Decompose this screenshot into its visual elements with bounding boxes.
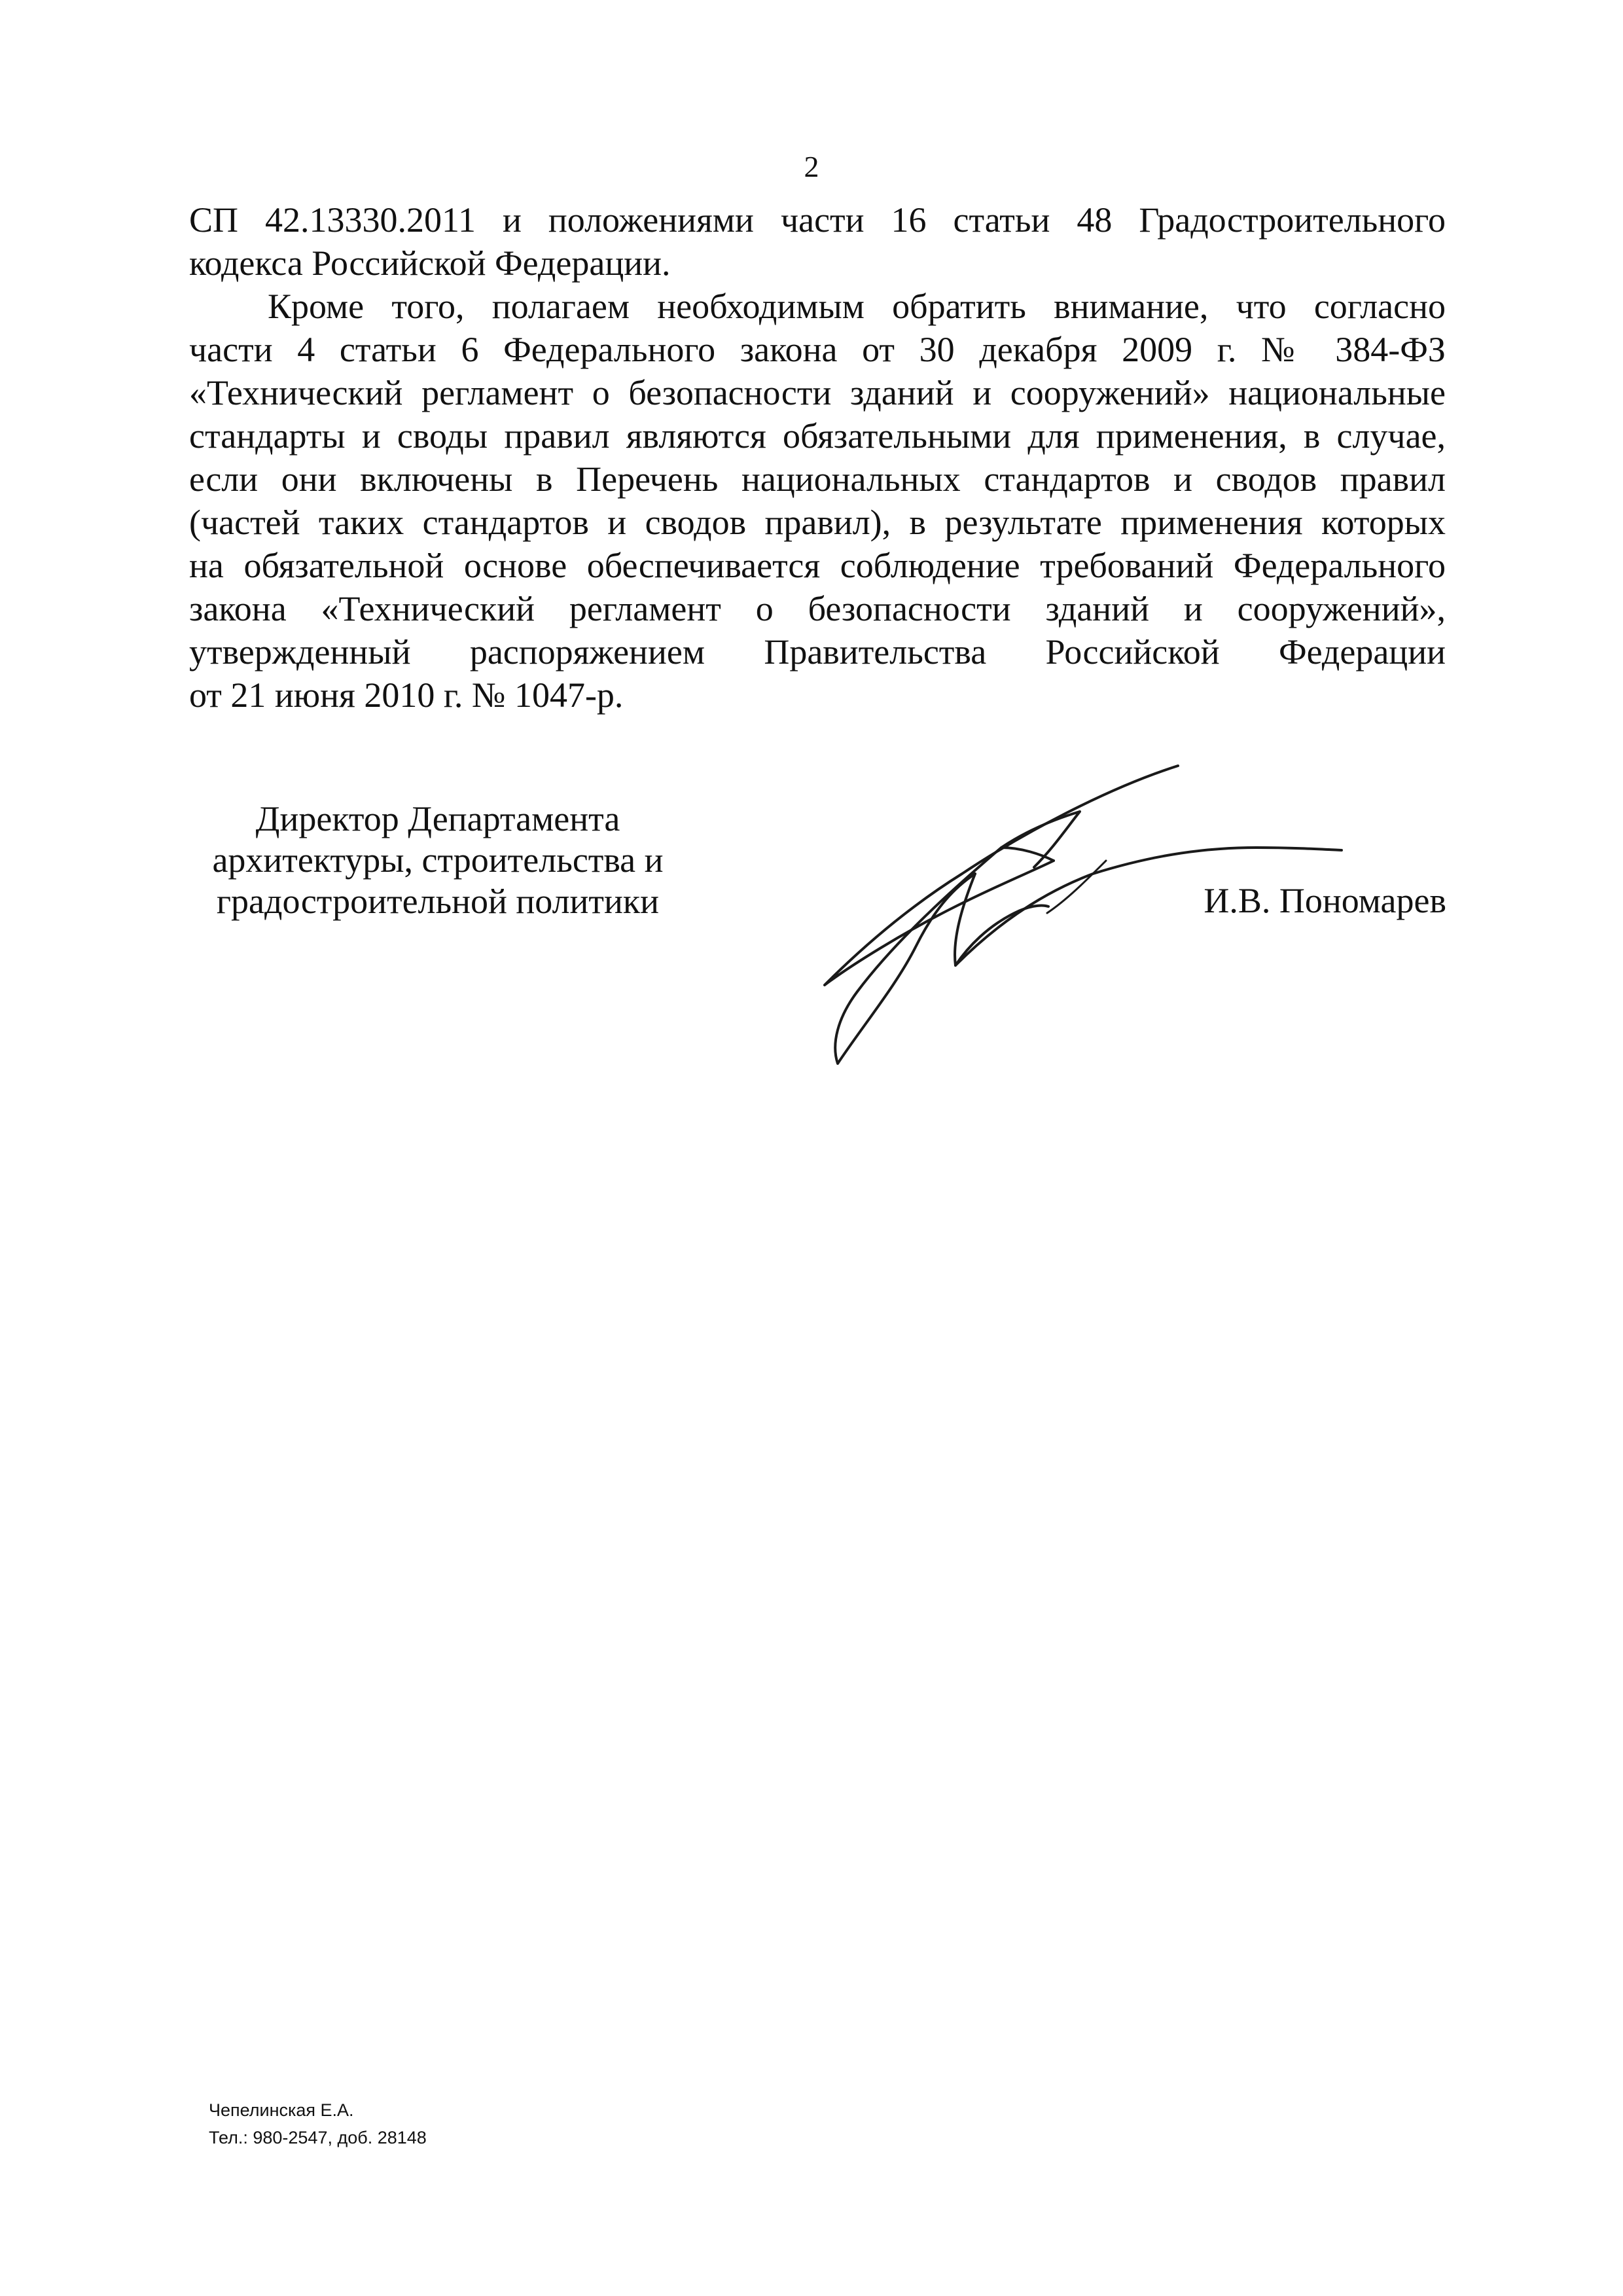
letter-body: [189, 198, 1446, 717]
text-line: СП 42.13330.2011 и положениями части 16 статьи 48 Градостроительного: [189, 200, 1446, 240]
text-line: на обязательной основе обеспечивается соблюдение требований Федерального: [189, 546, 1446, 585]
signature-stroke: [825, 766, 1178, 985]
paragraph-regulation: [189, 285, 1446, 717]
signature-stroke: [1001, 812, 1080, 867]
signature-stroke: [1047, 861, 1106, 913]
text-line: стандарты и своды правил являются обязательными для применения, в случае,: [189, 416, 1446, 456]
text-line: утвержденный распоряжением Правительства Российской Федерации: [189, 632, 1446, 672]
executor-phone: Тел.: 980-2547, доб. 28148: [209, 2128, 427, 2147]
signer-position-line: градостроительной политики: [216, 882, 660, 921]
text-line: если они включены в Перечень национальных стандартов и сводов правил: [189, 459, 1446, 499]
executor-info: [209, 2096, 427, 2151]
text-line: кодекса Российской Федерации.: [189, 243, 671, 283]
text-line: части 4 статьи 6 Федерального закона от 30 декабря 2009 г. № 384-ФЗ: [189, 330, 1446, 369]
executor-name: Чепелинская Е.А.: [209, 2100, 354, 2120]
text-line: Кроме того, полагаем необходимым обратить внимание, что согласно: [268, 287, 1446, 326]
text-line: от 21 июня 2010 г. № 1047-р.: [189, 675, 624, 715]
text-line: (частей таких стандартов и сводов правил), в результате применения которых: [189, 503, 1446, 542]
text-line: закона «Технический регламент о безопасности зданий и сооружений»,: [189, 589, 1446, 628]
page-number: 2: [804, 150, 819, 183]
signer-position-line: Директор Департамента: [255, 799, 620, 838]
signer-position: [189, 798, 687, 922]
text-line: «Технический регламент о безопасности зданий и сооружений» национальные: [189, 373, 1446, 412]
signer-position-line: архитектуры, строительства и: [212, 840, 664, 880]
signature-stroke: [835, 848, 1001, 1064]
paragraph-continuation: [189, 198, 1446, 285]
signer-name: И.В. Пономарев: [1204, 881, 1446, 920]
